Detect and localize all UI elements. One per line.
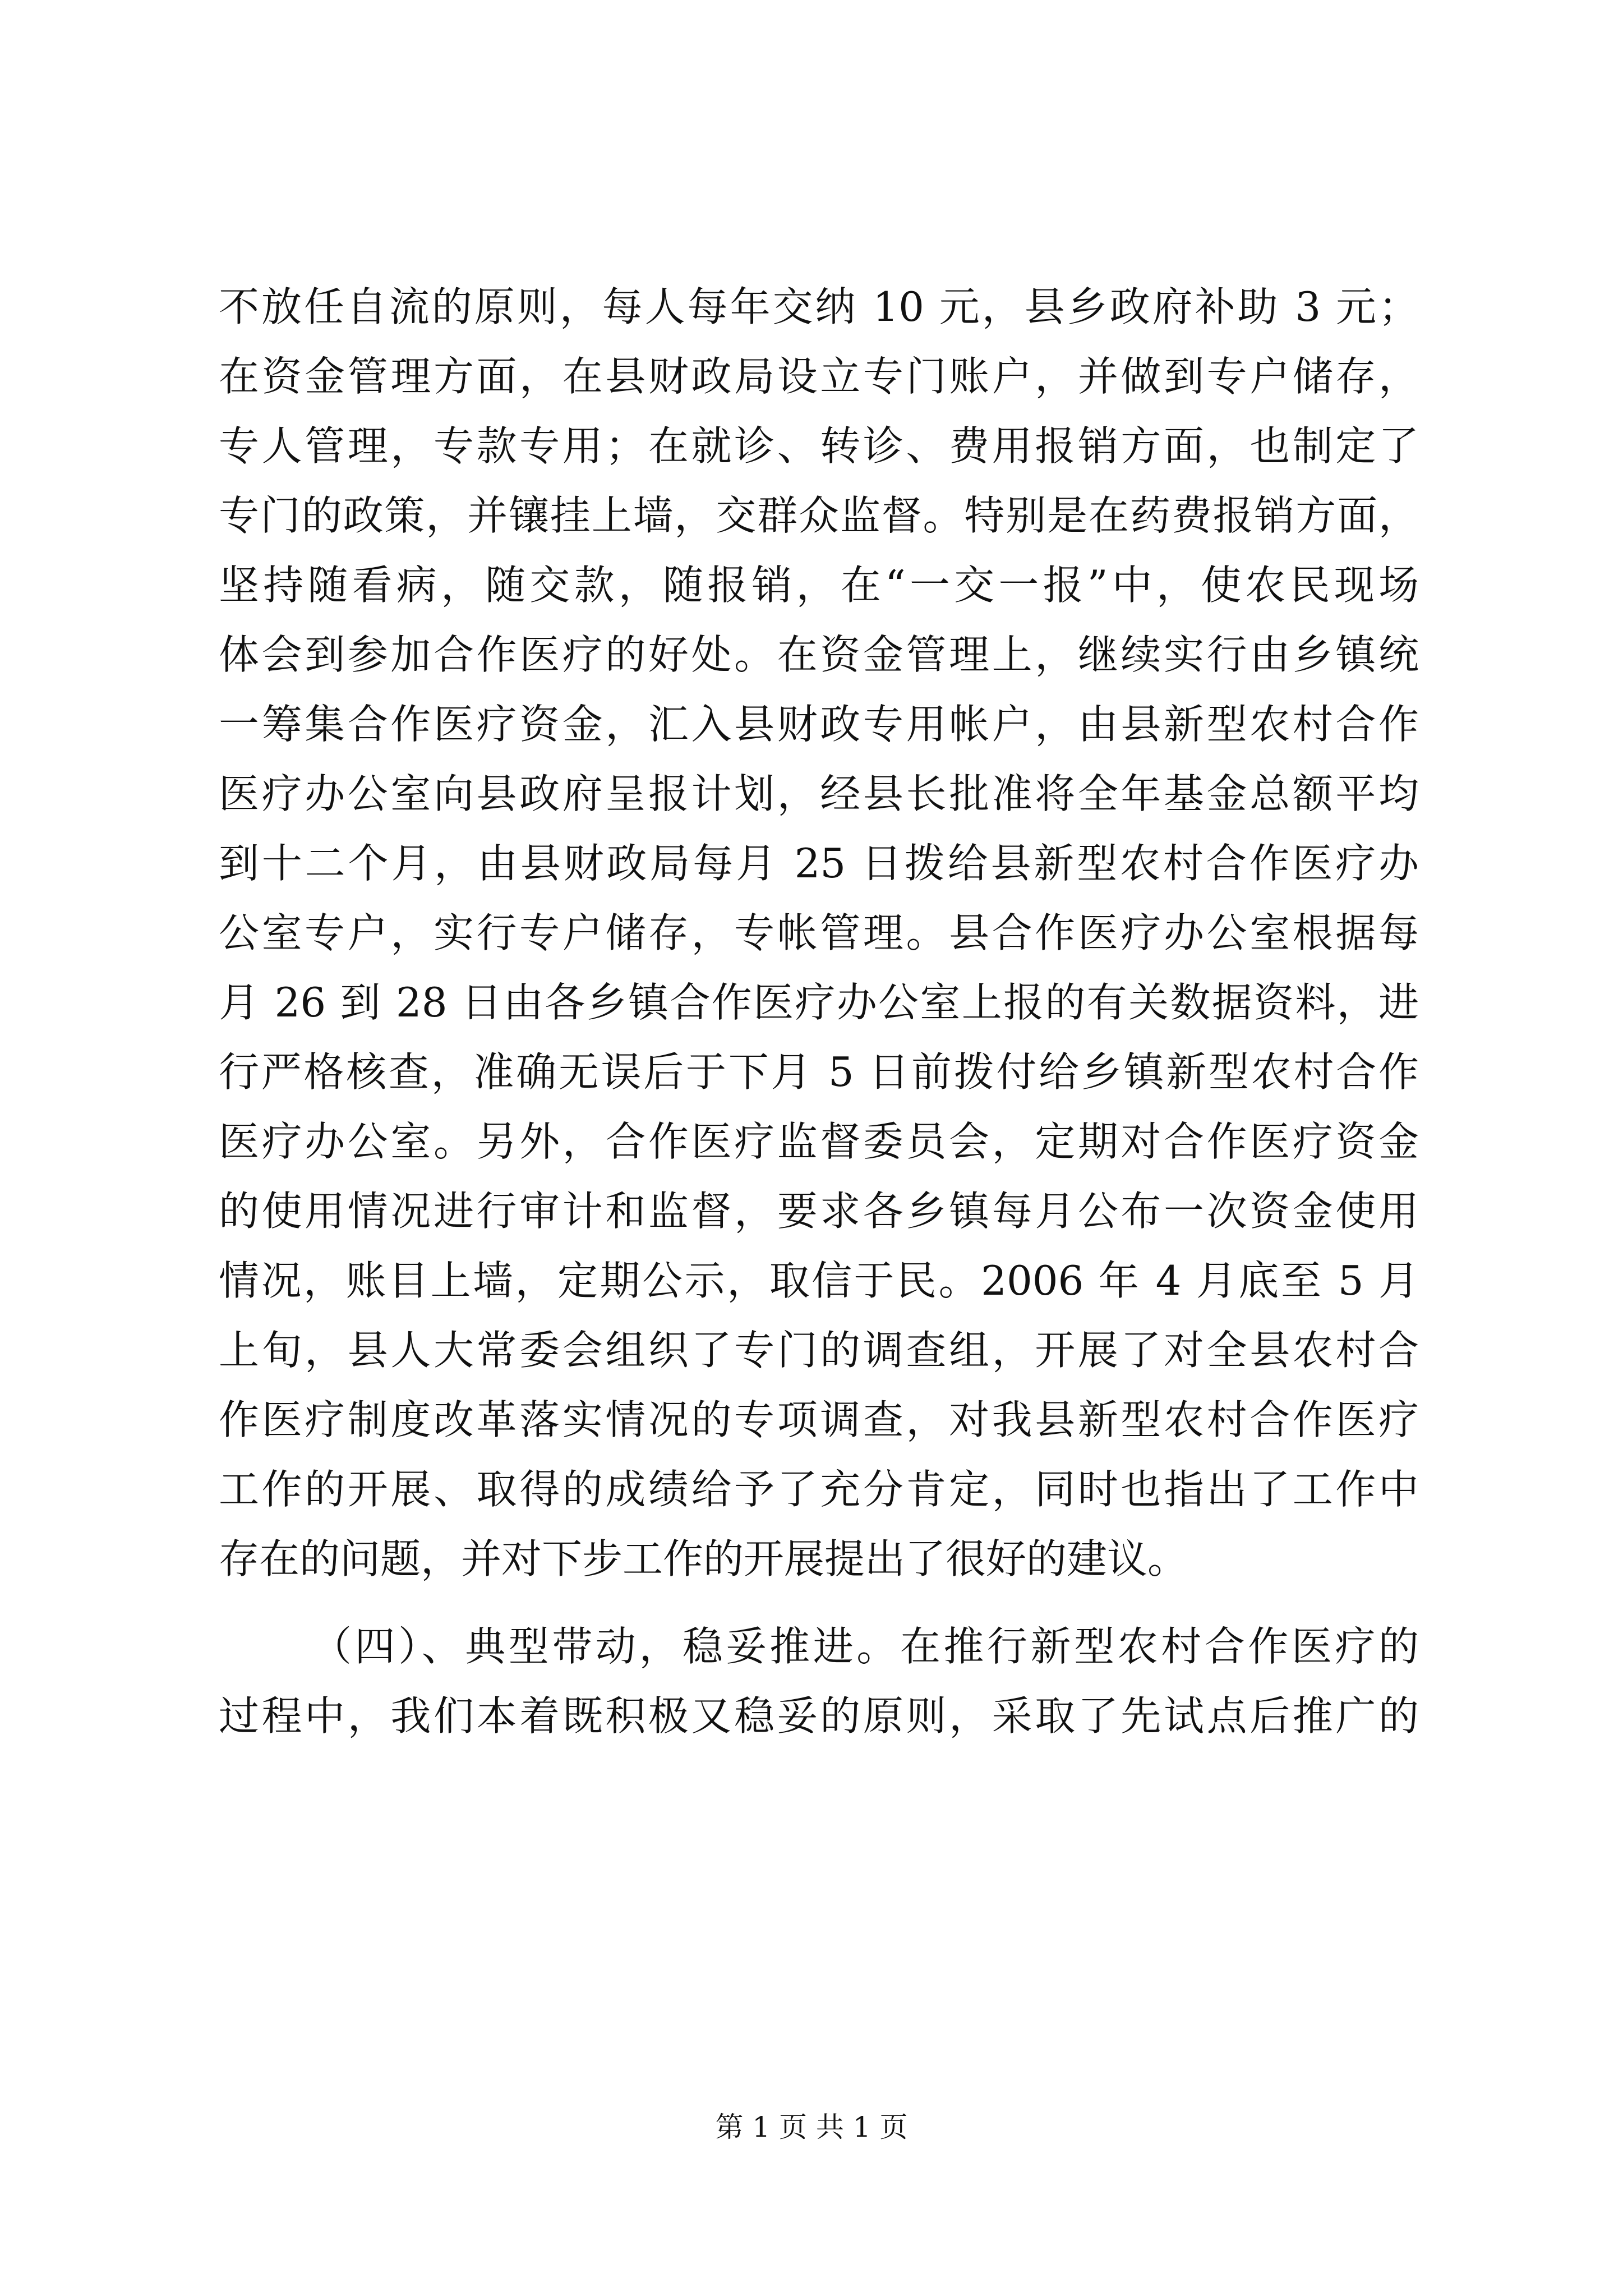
- text-line-7: 一筹集合作医疗资金，汇入县财政专用帐户，由县新型农村合作: [219, 701, 1419, 748]
- text-line-13: 医疗办公室。另外，合作医疗监督委员会，定期对合作医疗资金: [219, 1118, 1419, 1165]
- text-line-5: 坚持随看病，随交款，随报销，在“一交一报”中，使农民现场: [219, 562, 1419, 609]
- text-line-16: 上旬，县人大常委会组织了专门的调查组，开展了对全县农村合: [219, 1327, 1419, 1374]
- document-body: [219, 272, 1419, 1751]
- text-line-4: 专门的政策，并镶挂上墙，交群众监督。特别是在药费报销方面，: [219, 492, 1419, 539]
- paragraph-2-line-1: （四）、典型带动，稳妥推进。在推行新型农村合作医疗的: [311, 1623, 1419, 1670]
- text-line-2: 在资金管理方面，在县财政局设立专门账户，并做到专户储存，: [219, 353, 1419, 400]
- text-line-9: 到十二个月，由县财政局每月 25 日拨给县新型农村合作医疗办: [219, 840, 1419, 887]
- text-line-12: 行严格核查，准确无误后于下月 5 日前拨付给乡镇新型农村合作: [219, 1048, 1419, 1096]
- text-line-15: 情况，账目上墙，定期公示，取信于民。2006 年 4 月底至 5 月: [219, 1257, 1419, 1304]
- text-line-8: 医疗办公室向县政府呈报计划，经县长批准将全年基金总额平均: [219, 770, 1419, 817]
- text-line-6: 体会到参加合作医疗的好处。在资金管理上，继续实行由乡镇统: [219, 631, 1419, 678]
- text-line-3: 专人管理，专款专用；在就诊、转诊、费用报销方面，也制定了: [219, 422, 1419, 470]
- paragraph-2-line-2: 过程中，我们本着既积极又稳妥的原则，采取了先试点后推广的: [219, 1692, 1419, 1740]
- paragraph-gap: [219, 1594, 1419, 1612]
- text-line-17: 作医疗制度改革落实情况的专项调查，对我县新型农村合作医疗: [219, 1396, 1419, 1443]
- text-line-19: 存在的问题，并对下步工作的开展提出了很好的建议。: [219, 1535, 1188, 1582]
- text-line-11: 月 26 到 28 日由各乡镇合作医疗办公室上报的有关数据资料，进: [219, 979, 1419, 1026]
- text-line-10: 公室专户，实行专户储存，专帐管理。县合作医疗办公室根据每: [219, 909, 1419, 956]
- text-line-1: 不放任自流的原则，每人每年交纳 10 元，县乡政府补助 3 元；: [219, 283, 1419, 330]
- text-line-18: 工作的开展、取得的成绩给予了充分肯定，同时也指出了工作中: [219, 1466, 1419, 1513]
- page-number-footer: 第 1 页 共 1 页: [715, 2111, 908, 2143]
- text-line-14: 的使用情况进行审计和监督，要求各乡镇每月公布一次资金使用: [219, 1188, 1419, 1235]
